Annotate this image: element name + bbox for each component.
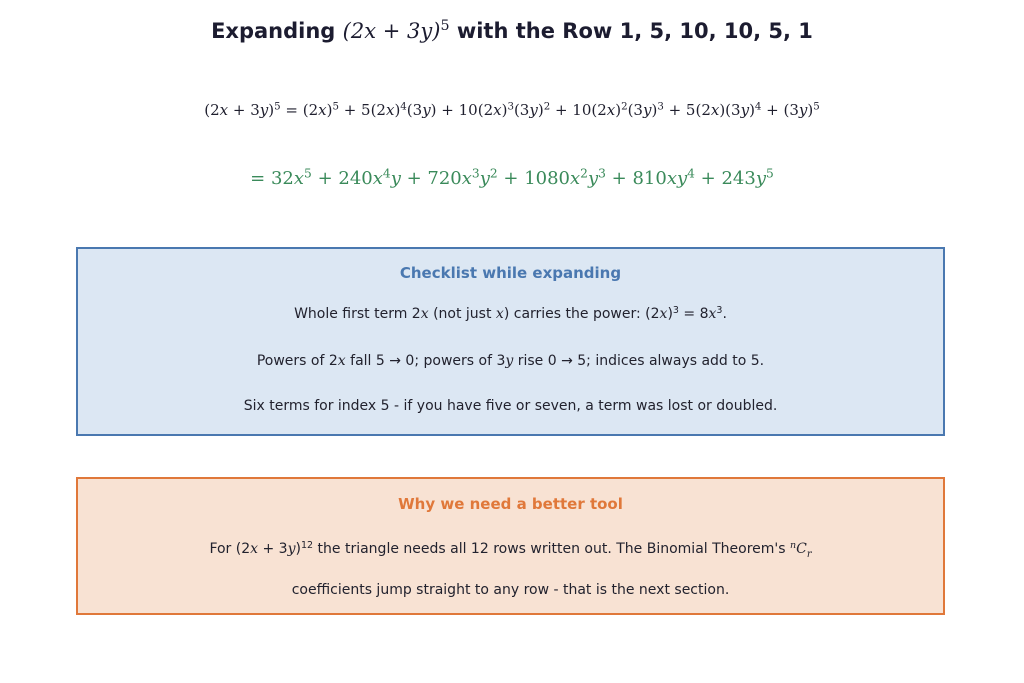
result-equation: = $32x^5 + 240x^4y + 720x^3y^2 + 1080x^2y^3 + 810xy^4 + 243y^5$ <box>250 166 774 189</box>
expansion-equation: $(2x + 3y)^5 = (2x)^5 + 5(2x)^4(3y) + 10(2x)^3(3y)^2 + 10(2x)^2(3y)^3 + 5(2x)(3y)^4 + (3y)^5$ <box>204 101 820 119</box>
better-tool-box <box>76 477 945 615</box>
title-suffix: with the Row 1, 5, 10, 10, 5, 1 <box>456 19 813 43</box>
checklist-heading: Checklist while expanding <box>399 264 622 282</box>
checklist-item-first-term: Whole first term 2x (not just x) carries the power: $(2x)^3 = 8x^3$. <box>294 304 727 322</box>
checklist-item-term-count: Six terms for index 5 - if you have five or seven, a term was lost or doubled. <box>243 398 778 414</box>
better-tool-line-2: coefficients jump straight to any row - that is the next section. <box>291 582 730 598</box>
checklist-item-powers: Powers of 2x fall 5 → 0; powers of 3y rise 0 → 5; indices always add to 5. <box>256 353 765 369</box>
title-expression: $(2x + 3y)^5$ <box>342 18 450 43</box>
better-tool-line-1: For $(2x + 3y)^{12}$ the triangle needs all 12 rows written out. The Binomial Theorem's $^nC_r$ <box>209 539 812 560</box>
title-prefix: Expanding <box>211 19 336 43</box>
page-title <box>0 19 1024 43</box>
checklist-box <box>76 247 945 436</box>
better-tool-heading: Why we need a better tool <box>398 495 623 513</box>
